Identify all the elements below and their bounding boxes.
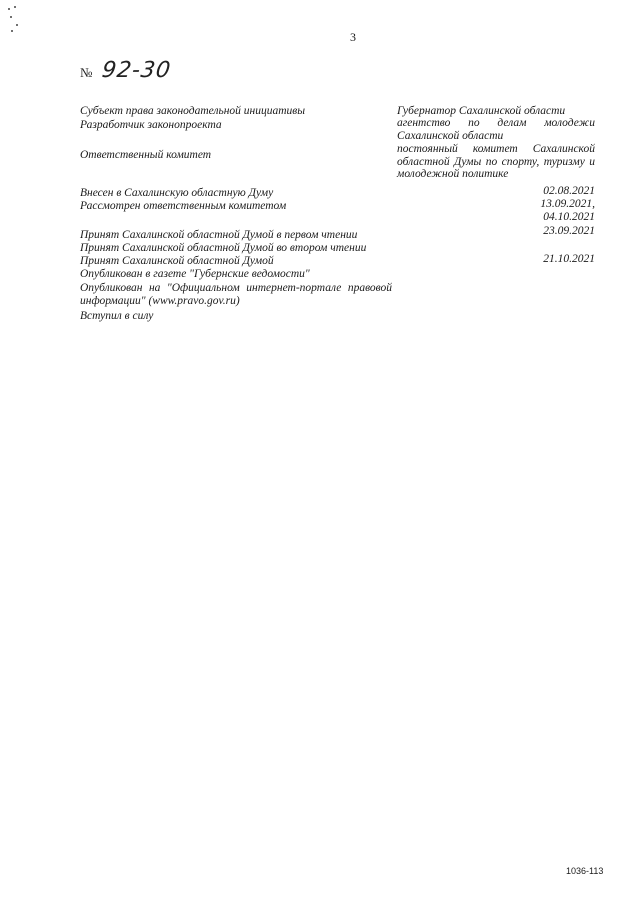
handwritten-number: 92-30	[100, 58, 174, 83]
value-responsible-committee: постоянный комитет Сахалинской областной Думы по спорту, туризму и молодежной политике	[397, 143, 595, 180]
label-first-reading: Принят Сахалинской областной Думой в первом чтении	[80, 229, 358, 241]
label-submitted: Внесен в Сахалинскую областную Думу	[80, 187, 274, 199]
scan-speck	[10, 16, 12, 18]
scan-speck	[16, 24, 18, 26]
label-entered-force: Вступил в силу	[80, 310, 154, 322]
label-bill-developer: Разработчик законопроекта	[80, 119, 222, 131]
value-initiative-subject: Губернатор Сахалинской области	[397, 105, 566, 117]
scan-speck	[11, 30, 13, 32]
scan-speck	[8, 8, 10, 10]
number-sign: №	[80, 65, 93, 80]
date-adopted: 21.10.2021	[543, 253, 595, 265]
label-second-reading: Принят Сахалинской областной Думой во втором чтении	[80, 242, 367, 254]
date-submitted: 02.08.2021	[543, 185, 595, 197]
date-first-reading: 23.09.2021	[543, 225, 595, 237]
label-published-newspaper: Опубликован в газете "Губернские ведомости"	[80, 268, 310, 280]
scan-speck	[14, 6, 16, 8]
page-number: 3	[350, 30, 356, 44]
label-responsible-committee: Ответственный комитет	[80, 149, 212, 161]
value-bill-developer: агентство по делам молодежи Сахалинской области	[397, 117, 595, 142]
label-adopted: Принят Сахалинской областной Думой	[80, 255, 274, 267]
label-initiative-subject: Субъект права законодательной инициативы	[80, 105, 306, 117]
date-reviewed-committee-1: 13.09.2021,	[540, 198, 595, 210]
footer-code: 1036-113	[566, 866, 604, 876]
date-reviewed-committee-2: 04.10.2021	[543, 211, 595, 223]
document-number	[80, 58, 174, 83]
label-reviewed-committee: Рассмотрен ответственным комитетом	[80, 200, 287, 212]
label-published-portal: Опубликован на "Официальном интернет-портале правовой информации" (www.pravo.gov.ru)	[80, 282, 392, 307]
